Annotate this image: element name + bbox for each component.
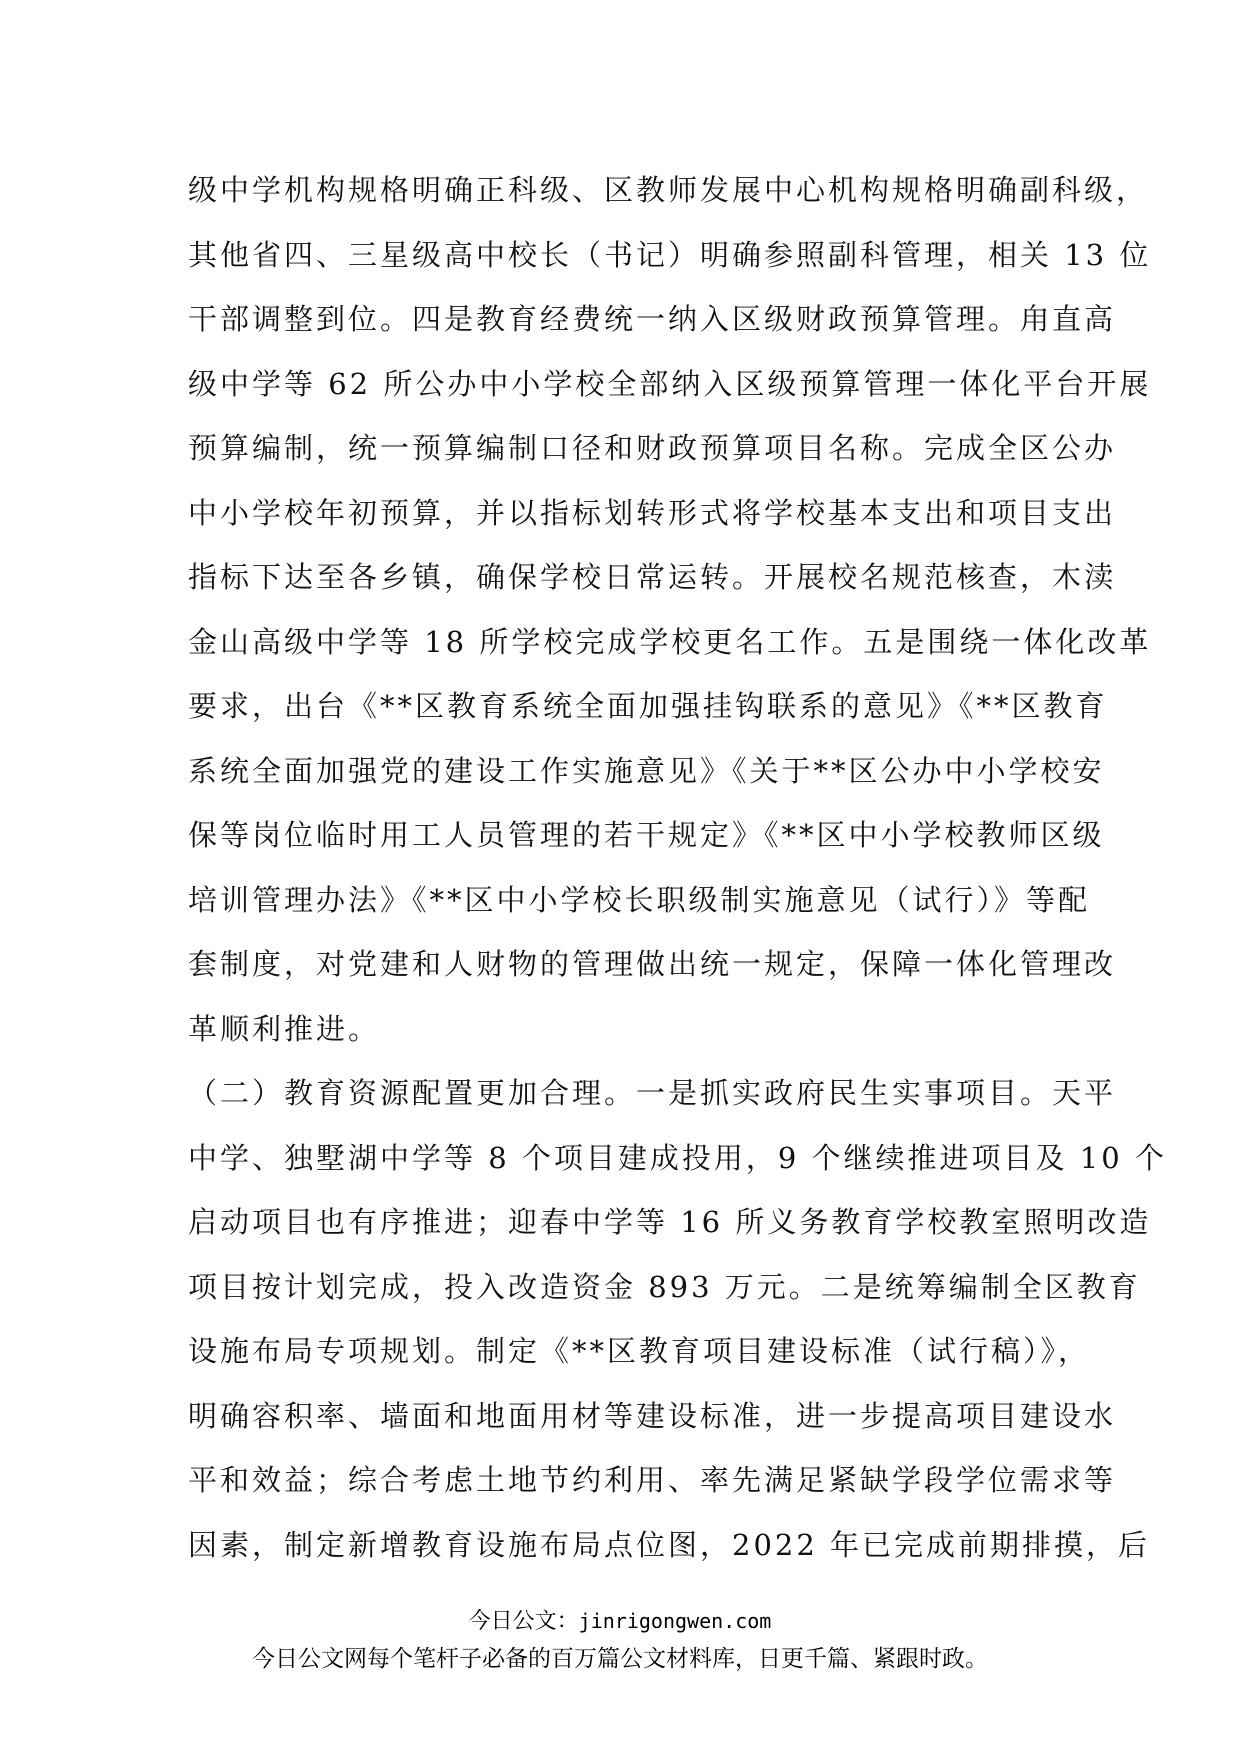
- paragraph-2: [188, 1061, 1167, 1577]
- text-line: 套制度，对党建和人财物的管理做出统一规定，保障一体化管理改: [188, 947, 1117, 981]
- text-line: 金山高级中学等 18 所学校完成学校更名工作。五是围绕一体化改革: [188, 624, 1152, 659]
- section-heading-line: （二）教育资源配置更加合理。一是抓实政府民生实事项目。天平: [188, 1076, 1117, 1110]
- text-line: 指标下达至各乡镇，确保学校日常运转。开展校名规范核查，木渎: [188, 560, 1117, 594]
- footer-site-link[interactable]: jinrigongwen.com: [578, 1609, 772, 1633]
- text-line: 其他省四、三星级高中校长（书记）明确参照副科管理，相关 13 位: [188, 237, 1152, 272]
- text-line: 保等岗位临时用工人员管理的若干规定》《**区中小学校教师区级: [188, 818, 1105, 852]
- document-body: [188, 158, 1167, 1577]
- text-line: 启动项目也有序推进；迎春中学等 16 所义务教育学校教室照明改造: [188, 1205, 1152, 1239]
- text-line: 培训管理办法》《**区中小学校长职级制实施意见（试行）》等配: [188, 882, 1091, 917]
- text-line: 干部调整到位。四是教育经费统一纳入区级财政预算管理。甪直高: [188, 302, 1117, 336]
- footer-slogan: 今日公文网每个笔杆子必备的百万篇公文材料库，日更千篇、紧跟时政。: [252, 1646, 988, 1672]
- paragraph-1: [188, 158, 1152, 1061]
- text-line: 级中学机构规格明确正科级、区教师发展中心机构规格明确副科级，: [188, 173, 1149, 207]
- footer-site: [0, 1604, 1240, 1635]
- text-line: 系统全面加强党的建设工作实施意见》《关于**区公办中小学校安: [188, 753, 1105, 788]
- footer-site-label: 今日公文：: [468, 1609, 579, 1634]
- text-line: 预算编制，统一预算编制口径和财政预算项目名称。完成全区公办: [188, 431, 1117, 465]
- text-line: 项目按计划完成，投入改造资金 893 万元。二是统筹编制全区教育: [188, 1269, 1141, 1304]
- text-line: 设施布局专项规划。制定《**区教育项目建设标准（试行稿）》，: [188, 1334, 1091, 1368]
- text-line: 级中学等 62 所公办中小学校全部纳入区级预算管理一体化平台开展: [188, 366, 1152, 401]
- text-line: 因素，制定新增教育设施布局点位图，2022 年已完成前期排摸，后: [188, 1527, 1151, 1562]
- text-line: 明确容积率、墙面和地面用材等建设标准，进一步提高项目建设水: [188, 1398, 1117, 1433]
- text-line: 中学、独墅湖中学等 8 个项目建成投用，9 个继续推进项目及 10 个: [188, 1140, 1167, 1175]
- text-line: 要求，出台《**区教育系统全面加强挂钩联系的意见》《**区教育: [188, 689, 1108, 723]
- text-line: 中小学校年初预算，并以指标划转形式将学校基本支出和项目支出: [188, 495, 1117, 530]
- text-line: 革顺利推进。: [188, 1011, 381, 1046]
- text-line: 平和效益；综合考虑土地节约利用、率先满足紧缺学段学位需求等: [188, 1463, 1117, 1497]
